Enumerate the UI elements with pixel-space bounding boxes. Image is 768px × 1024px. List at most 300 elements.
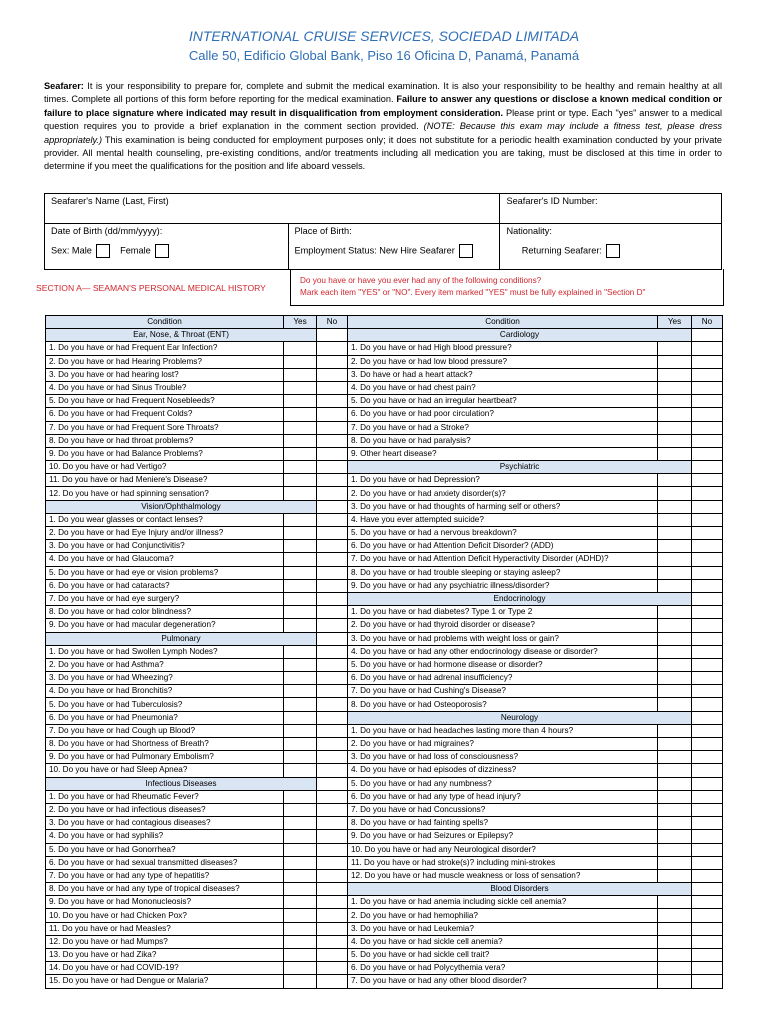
yes-cell[interactable] [284, 461, 317, 474]
yes-cell[interactable] [284, 447, 317, 460]
yes-cell[interactable] [284, 487, 317, 500]
condition-question: 3. Do you have or had thoughts of harming self or others? [348, 500, 658, 513]
no-cell[interactable] [317, 949, 348, 962]
no-cell[interactable] [692, 672, 723, 685]
condition-question: 2. Do you have or had Eye Injury and/or illness? [46, 527, 284, 540]
no-cell[interactable] [692, 527, 723, 540]
condition-question: 5. Do you have or had any numbness? [348, 777, 658, 790]
section-heading: Blood Disorders [348, 883, 692, 896]
yes-cell[interactable] [658, 698, 692, 711]
condition-question: 5. Do you have or had sickle cell trait? [348, 949, 658, 962]
no-cell[interactable] [317, 830, 348, 843]
condition-question: 4. Do you have or had Glaucoma? [46, 553, 284, 566]
condition-row [348, 896, 723, 909]
condition-row [46, 342, 348, 355]
yes-cell[interactable] [284, 658, 317, 671]
yes-cell[interactable] [658, 896, 692, 909]
yes-cell[interactable] [658, 843, 692, 856]
no-cell[interactable] [692, 698, 723, 711]
section-heading: Psychiatric [348, 461, 692, 474]
yes-cell[interactable] [284, 342, 317, 355]
yes-cell[interactable] [284, 790, 317, 803]
yes-cell[interactable] [284, 724, 317, 737]
no-cell[interactable] [317, 896, 348, 909]
no-cell[interactable] [317, 606, 348, 619]
condition-header: Condition [348, 316, 658, 329]
yes-cell[interactable] [284, 592, 317, 605]
no-cell[interactable] [317, 711, 348, 724]
no-cell[interactable] [317, 474, 348, 487]
no-cell[interactable] [692, 368, 723, 381]
yes-cell[interactable] [658, 975, 692, 988]
seafarer-name-field[interactable] [45, 194, 500, 224]
instructions-text-1: It is your responsibility to prepare for, complete and submit the medical examination. It is also your responsibility to be healthy and remain healthy at all times. Complete all portions of this form before reporting for the medical examination. [44, 81, 722, 105]
no-cell[interactable] [317, 421, 348, 434]
no-cell[interactable] [692, 685, 723, 698]
condition-question: 7. Do you have or had Cushing's Disease? [348, 685, 658, 698]
no-cell[interactable] [692, 487, 723, 500]
condition-row [348, 803, 723, 816]
no-cell[interactable] [317, 619, 348, 632]
no-cell[interactable] [317, 540, 348, 553]
yes-cell[interactable] [284, 685, 317, 698]
condition-question: 5. Do you have or had Tuberculosis? [46, 698, 284, 711]
condition-question: 12. Do you have or had muscle weakness or loss of sensation? [348, 869, 658, 882]
yes-cell[interactable] [658, 579, 692, 592]
seafarer-id-label: Seafarer's ID Number: [506, 196, 598, 206]
no-cell[interactable] [317, 738, 348, 751]
no-cell[interactable] [317, 922, 348, 935]
yes-cell[interactable] [658, 645, 692, 658]
condition-question: 12. Do you have or had Mumps? [46, 935, 284, 948]
new-hire-checkbox[interactable] [459, 244, 473, 258]
yes-cell[interactable] [284, 935, 317, 948]
condition-row [46, 527, 348, 540]
no-cell[interactable] [692, 935, 723, 948]
no-cell[interactable] [317, 935, 348, 948]
yes-cell[interactable] [658, 922, 692, 935]
no-cell[interactable] [317, 685, 348, 698]
yes-cell[interactable] [658, 724, 692, 737]
condition-question: 1. Do you wear glasses or contact lenses? [46, 513, 284, 526]
no-cell[interactable] [692, 395, 723, 408]
yes-cell[interactable] [284, 579, 317, 592]
no-cell[interactable] [692, 513, 723, 526]
no-cell[interactable] [692, 724, 723, 737]
no-cell[interactable] [692, 962, 723, 975]
yes-cell[interactable] [658, 777, 692, 790]
no-cell[interactable] [692, 909, 723, 922]
condition-row [46, 487, 348, 500]
condition-question: 4. Do you have or had Sinus Trouble? [46, 381, 284, 394]
condition-question: 6. Do you have or had any type of head injury? [348, 790, 658, 803]
yes-cell[interactable] [658, 500, 692, 513]
condition-row [348, 764, 723, 777]
yes-cell[interactable] [658, 869, 692, 882]
condition-row [46, 474, 348, 487]
no-cell[interactable] [692, 447, 723, 460]
yes-cell[interactable] [658, 672, 692, 685]
yes-cell[interactable] [284, 474, 317, 487]
condition-question: 8. Do you have or had paralysis? [348, 434, 658, 447]
condition-row [348, 869, 723, 882]
condition-question: 4. Do you have or had any other endocrinology disease or disorder? [348, 645, 658, 658]
yes-cell[interactable] [284, 830, 317, 843]
condition-question: 10. Do you have or had Sleep Apnea? [46, 764, 284, 777]
condition-row [46, 975, 348, 988]
no-cell[interactable] [692, 553, 723, 566]
condition-question: 4. Do you have or had syphilis? [46, 830, 284, 843]
returning-seafarer-field [500, 242, 722, 270]
no-cell[interactable] [692, 975, 723, 988]
yes-cell[interactable] [658, 553, 692, 566]
condition-row [348, 408, 723, 421]
condition-question: 9. Do you have or had macular degeneration? [46, 619, 284, 632]
condition-question: 5. Do you have or had eye or vision problems? [46, 566, 284, 579]
no-cell[interactable] [692, 777, 723, 790]
section-heading-fill [317, 632, 348, 645]
yes-cell[interactable] [658, 856, 692, 869]
condition-row [348, 975, 723, 988]
no-cell[interactable] [692, 355, 723, 368]
no-cell[interactable] [692, 896, 723, 909]
conditions-table-right [347, 315, 723, 989]
yes-cell[interactable] [658, 408, 692, 421]
condition-question: 1. Do you have or had Frequent Ear Infection? [46, 342, 284, 355]
yes-cell[interactable] [284, 513, 317, 526]
no-cell[interactable] [692, 949, 723, 962]
no-cell[interactable] [317, 817, 348, 830]
condition-row [348, 935, 723, 948]
condition-question: 9. Do you have or had Balance Problems? [46, 447, 284, 460]
yes-cell[interactable] [284, 869, 317, 882]
yes-cell[interactable] [284, 751, 317, 764]
no-cell[interactable] [692, 500, 723, 513]
no-cell[interactable] [317, 355, 348, 368]
no-cell[interactable] [692, 342, 723, 355]
condition-row [348, 540, 723, 553]
no-cell[interactable] [317, 408, 348, 421]
condition-row [46, 711, 348, 724]
no-cell[interactable] [317, 461, 348, 474]
no-cell[interactable] [317, 803, 348, 816]
no-cell[interactable] [692, 751, 723, 764]
yes-cell[interactable] [284, 896, 317, 909]
no-cell[interactable] [317, 487, 348, 500]
section-heading: Endocrinology [348, 592, 692, 605]
condition-question: 1. Do you have or had High blood pressure? [348, 342, 658, 355]
yes-cell[interactable] [658, 909, 692, 922]
condition-question: 13. Do you have or had Zika? [46, 949, 284, 962]
condition-question: 2. Do you have or had anxiety disorder(s)? [348, 487, 658, 500]
no-cell[interactable] [317, 909, 348, 922]
condition-question: 2. Do you have or had migraines? [348, 738, 658, 751]
yes-cell[interactable] [658, 527, 692, 540]
no-cell[interactable] [692, 566, 723, 579]
condition-question: 3. Do have or had a heart attack? [348, 368, 658, 381]
yes-cell[interactable] [284, 421, 317, 434]
no-cell[interactable] [692, 922, 723, 935]
no-cell[interactable] [317, 672, 348, 685]
yes-cell[interactable] [658, 764, 692, 777]
condition-row [46, 869, 348, 882]
yes-cell[interactable] [658, 658, 692, 671]
no-cell[interactable] [692, 658, 723, 671]
no-cell[interactable] [317, 869, 348, 882]
condition-row [348, 922, 723, 935]
yes-cell[interactable] [658, 540, 692, 553]
no-cell[interactable] [317, 381, 348, 394]
no-cell[interactable] [317, 368, 348, 381]
yes-cell[interactable] [658, 790, 692, 803]
condition-row [348, 856, 723, 869]
no-cell[interactable] [692, 632, 723, 645]
no-cell[interactable] [317, 751, 348, 764]
no-cell[interactable] [317, 843, 348, 856]
yes-cell[interactable] [658, 632, 692, 645]
condition-question: 6. Do you have or had adrenal insufficiency? [348, 672, 658, 685]
yes-cell[interactable] [658, 751, 692, 764]
yes-cell[interactable] [284, 381, 317, 394]
yes-cell[interactable] [658, 830, 692, 843]
yes-cell[interactable] [284, 738, 317, 751]
no-cell[interactable] [317, 698, 348, 711]
yes-cell[interactable] [284, 566, 317, 579]
condition-question: 7. Do you have or had a Stroke? [348, 421, 658, 434]
no-cell[interactable] [317, 724, 348, 737]
condition-row [348, 355, 723, 368]
yes-cell[interactable] [284, 909, 317, 922]
no-cell[interactable] [692, 606, 723, 619]
yes-cell[interactable] [658, 962, 692, 975]
condition-question: 8. Do you have or had Osteoporosis? [348, 698, 658, 711]
section-heading: Ear, Nose, & Throat (ENT) [46, 329, 317, 342]
condition-row [348, 909, 723, 922]
condition-question: 4. Do you have or had chest pain? [348, 381, 658, 394]
condition-question: 8. Do you have or had trouble sleeping or staying asleep? [348, 566, 658, 579]
yes-cell[interactable] [658, 421, 692, 434]
condition-row [46, 658, 348, 671]
yes-cell[interactable] [284, 368, 317, 381]
yes-cell[interactable] [284, 553, 317, 566]
no-cell[interactable] [692, 817, 723, 830]
yes-cell[interactable] [658, 606, 692, 619]
condition-row [348, 381, 723, 394]
yes-cell[interactable] [284, 672, 317, 685]
condition-row [46, 447, 348, 460]
male-checkbox[interactable] [96, 244, 110, 258]
section-heading: Infectious Diseases [46, 777, 317, 790]
condition-question: 12. Do you have or had spinning sensation? [46, 487, 284, 500]
condition-row [348, 685, 723, 698]
yes-cell[interactable] [284, 817, 317, 830]
yes-cell[interactable] [658, 935, 692, 948]
condition-row [348, 487, 723, 500]
yes-cell[interactable] [284, 711, 317, 724]
yes-cell[interactable] [658, 368, 692, 381]
condition-question: 7. Do you have or had any type of hepatitis? [46, 869, 284, 882]
no-cell[interactable] [317, 553, 348, 566]
no-cell[interactable] [692, 803, 723, 816]
condition-question: 10. Do you have or had Chicken Pox? [46, 909, 284, 922]
yes-cell[interactable] [284, 698, 317, 711]
yes-cell[interactable] [284, 843, 317, 856]
condition-row [46, 949, 348, 962]
no-cell[interactable] [692, 408, 723, 421]
sex-male-label: Sex: Male [51, 244, 92, 255]
condition-row [46, 619, 348, 632]
yes-cell[interactable] [658, 434, 692, 447]
date-of-birth-field[interactable] [45, 224, 289, 242]
condition-row [348, 830, 723, 843]
yes-cell[interactable] [658, 342, 692, 355]
section-heading: Pulmonary [46, 632, 317, 645]
condition-question: 14. Do you have or had COVID-19? [46, 962, 284, 975]
condition-question: 4. Have you ever attempted suicide? [348, 513, 658, 526]
no-cell[interactable] [692, 381, 723, 394]
no-cell[interactable] [317, 764, 348, 777]
no-cell[interactable] [317, 975, 348, 988]
yes-cell[interactable] [284, 803, 317, 816]
no-cell[interactable] [692, 764, 723, 777]
condition-row [46, 540, 348, 553]
yes-header: Yes [284, 316, 317, 329]
yes-cell[interactable] [658, 513, 692, 526]
returning-seafarer-label: Returning Seafarer: [521, 244, 602, 255]
yes-cell[interactable] [284, 355, 317, 368]
condition-question: 3. Do you have or had Wheezing? [46, 672, 284, 685]
new-hire-label: Employment Status: New Hire Seafarer [294, 244, 455, 255]
no-cell[interactable] [317, 645, 348, 658]
yes-cell[interactable] [284, 949, 317, 962]
no-cell[interactable] [692, 421, 723, 434]
section-heading-fill [692, 461, 723, 474]
condition-question: 8. Do you have or had fainting spells? [348, 817, 658, 830]
no-cell[interactable] [317, 962, 348, 975]
nationality-label: Nationality: [506, 226, 552, 236]
no-cell[interactable] [692, 856, 723, 869]
returning-seafarer-checkbox[interactable] [606, 244, 620, 258]
no-cell[interactable] [317, 790, 348, 803]
yes-cell[interactable] [658, 566, 692, 579]
yes-cell[interactable] [284, 645, 317, 658]
company-address: Calle 50, Edificio Global Bank, Piso 16 Oficina D, Panamá, Panamá [188, 48, 580, 63]
condition-row [46, 381, 348, 394]
condition-question: 5. Do you have or had an irregular heartbeat? [348, 395, 658, 408]
condition-row [348, 632, 723, 645]
yes-cell[interactable] [284, 962, 317, 975]
yes-cell[interactable] [658, 395, 692, 408]
condition-question: 6. Do you have or had sexual transmitted diseases? [46, 856, 284, 869]
no-cell[interactable] [317, 447, 348, 460]
yes-cell[interactable] [284, 922, 317, 935]
yes-cell[interactable] [284, 856, 317, 869]
no-header: No [692, 316, 723, 329]
yes-cell[interactable] [658, 817, 692, 830]
yes-cell[interactable] [658, 355, 692, 368]
no-cell[interactable] [317, 566, 348, 579]
female-checkbox[interactable] [155, 244, 169, 258]
condition-question: 3. Do you have or had problems with weight loss or gain? [348, 632, 658, 645]
condition-row [46, 724, 348, 737]
yes-cell[interactable] [658, 447, 692, 460]
yes-cell[interactable] [284, 975, 317, 988]
yes-cell[interactable] [658, 738, 692, 751]
condition-question: 4. Do you have or had Bronchitis? [46, 685, 284, 698]
condition-question: 2. Do you have or had infectious diseases? [46, 803, 284, 816]
condition-row [46, 883, 348, 896]
condition-question: 6. Do you have or had Pneumonia? [46, 711, 284, 724]
no-cell[interactable] [692, 738, 723, 751]
yes-cell[interactable] [658, 487, 692, 500]
company-name: INTERNATIONAL CRUISE SERVICES, SOCIEDAD LIMITADA [188, 28, 580, 44]
no-cell[interactable] [317, 658, 348, 671]
no-cell[interactable] [692, 540, 723, 553]
condition-question: 6. Do you have or had Frequent Colds? [46, 408, 284, 421]
no-cell[interactable] [317, 513, 348, 526]
condition-row [46, 843, 348, 856]
yes-cell[interactable] [284, 527, 317, 540]
seafarer-id-field[interactable] [500, 194, 722, 224]
yes-cell[interactable] [284, 764, 317, 777]
no-cell[interactable] [317, 527, 348, 540]
condition-question: 2. Do you have or had thyroid disorder or disease? [348, 619, 658, 632]
no-cell[interactable] [692, 619, 723, 632]
place-of-birth-label: Place of Birth: [294, 226, 352, 236]
no-cell[interactable] [692, 474, 723, 487]
no-cell[interactable] [317, 395, 348, 408]
condition-question: 8. Do you have or had Shortness of Breath? [46, 738, 284, 751]
condition-row [46, 553, 348, 566]
no-cell[interactable] [692, 790, 723, 803]
yes-cell[interactable] [658, 949, 692, 962]
nationality-field[interactable] [500, 224, 722, 242]
yes-cell[interactable] [284, 883, 317, 896]
yes-cell[interactable] [658, 474, 692, 487]
condition-row [46, 395, 348, 408]
no-cell[interactable] [317, 592, 348, 605]
no-cell[interactable] [317, 856, 348, 869]
no-cell[interactable] [692, 830, 723, 843]
condition-question: 3. Do you have or had hearing lost? [46, 368, 284, 381]
no-cell[interactable] [692, 869, 723, 882]
no-cell[interactable] [692, 434, 723, 447]
yes-cell[interactable] [658, 803, 692, 816]
yes-cell[interactable] [284, 408, 317, 421]
no-cell[interactable] [317, 342, 348, 355]
no-cell[interactable] [317, 579, 348, 592]
yes-cell[interactable] [284, 540, 317, 553]
condition-question: 3. Do you have or had contagious diseases? [46, 817, 284, 830]
place-of-birth-field[interactable] [288, 224, 500, 242]
yes-cell[interactable] [658, 685, 692, 698]
yes-cell[interactable] [284, 395, 317, 408]
condition-question: 8. Do you have or had throat problems? [46, 434, 284, 447]
yes-cell[interactable] [284, 619, 317, 632]
yes-cell[interactable] [284, 606, 317, 619]
yes-cell[interactable] [284, 434, 317, 447]
no-cell[interactable] [317, 434, 348, 447]
no-cell[interactable] [692, 843, 723, 856]
condition-row [46, 922, 348, 935]
yes-cell[interactable] [658, 381, 692, 394]
yes-cell[interactable] [658, 619, 692, 632]
no-cell[interactable] [692, 579, 723, 592]
no-cell[interactable] [692, 645, 723, 658]
notice-line-2: Mark each item "YES" or "NO". Every item marked "YES" must be fully explained in "Section D" [300, 287, 646, 297]
no-cell[interactable] [317, 883, 348, 896]
condition-row [46, 896, 348, 909]
